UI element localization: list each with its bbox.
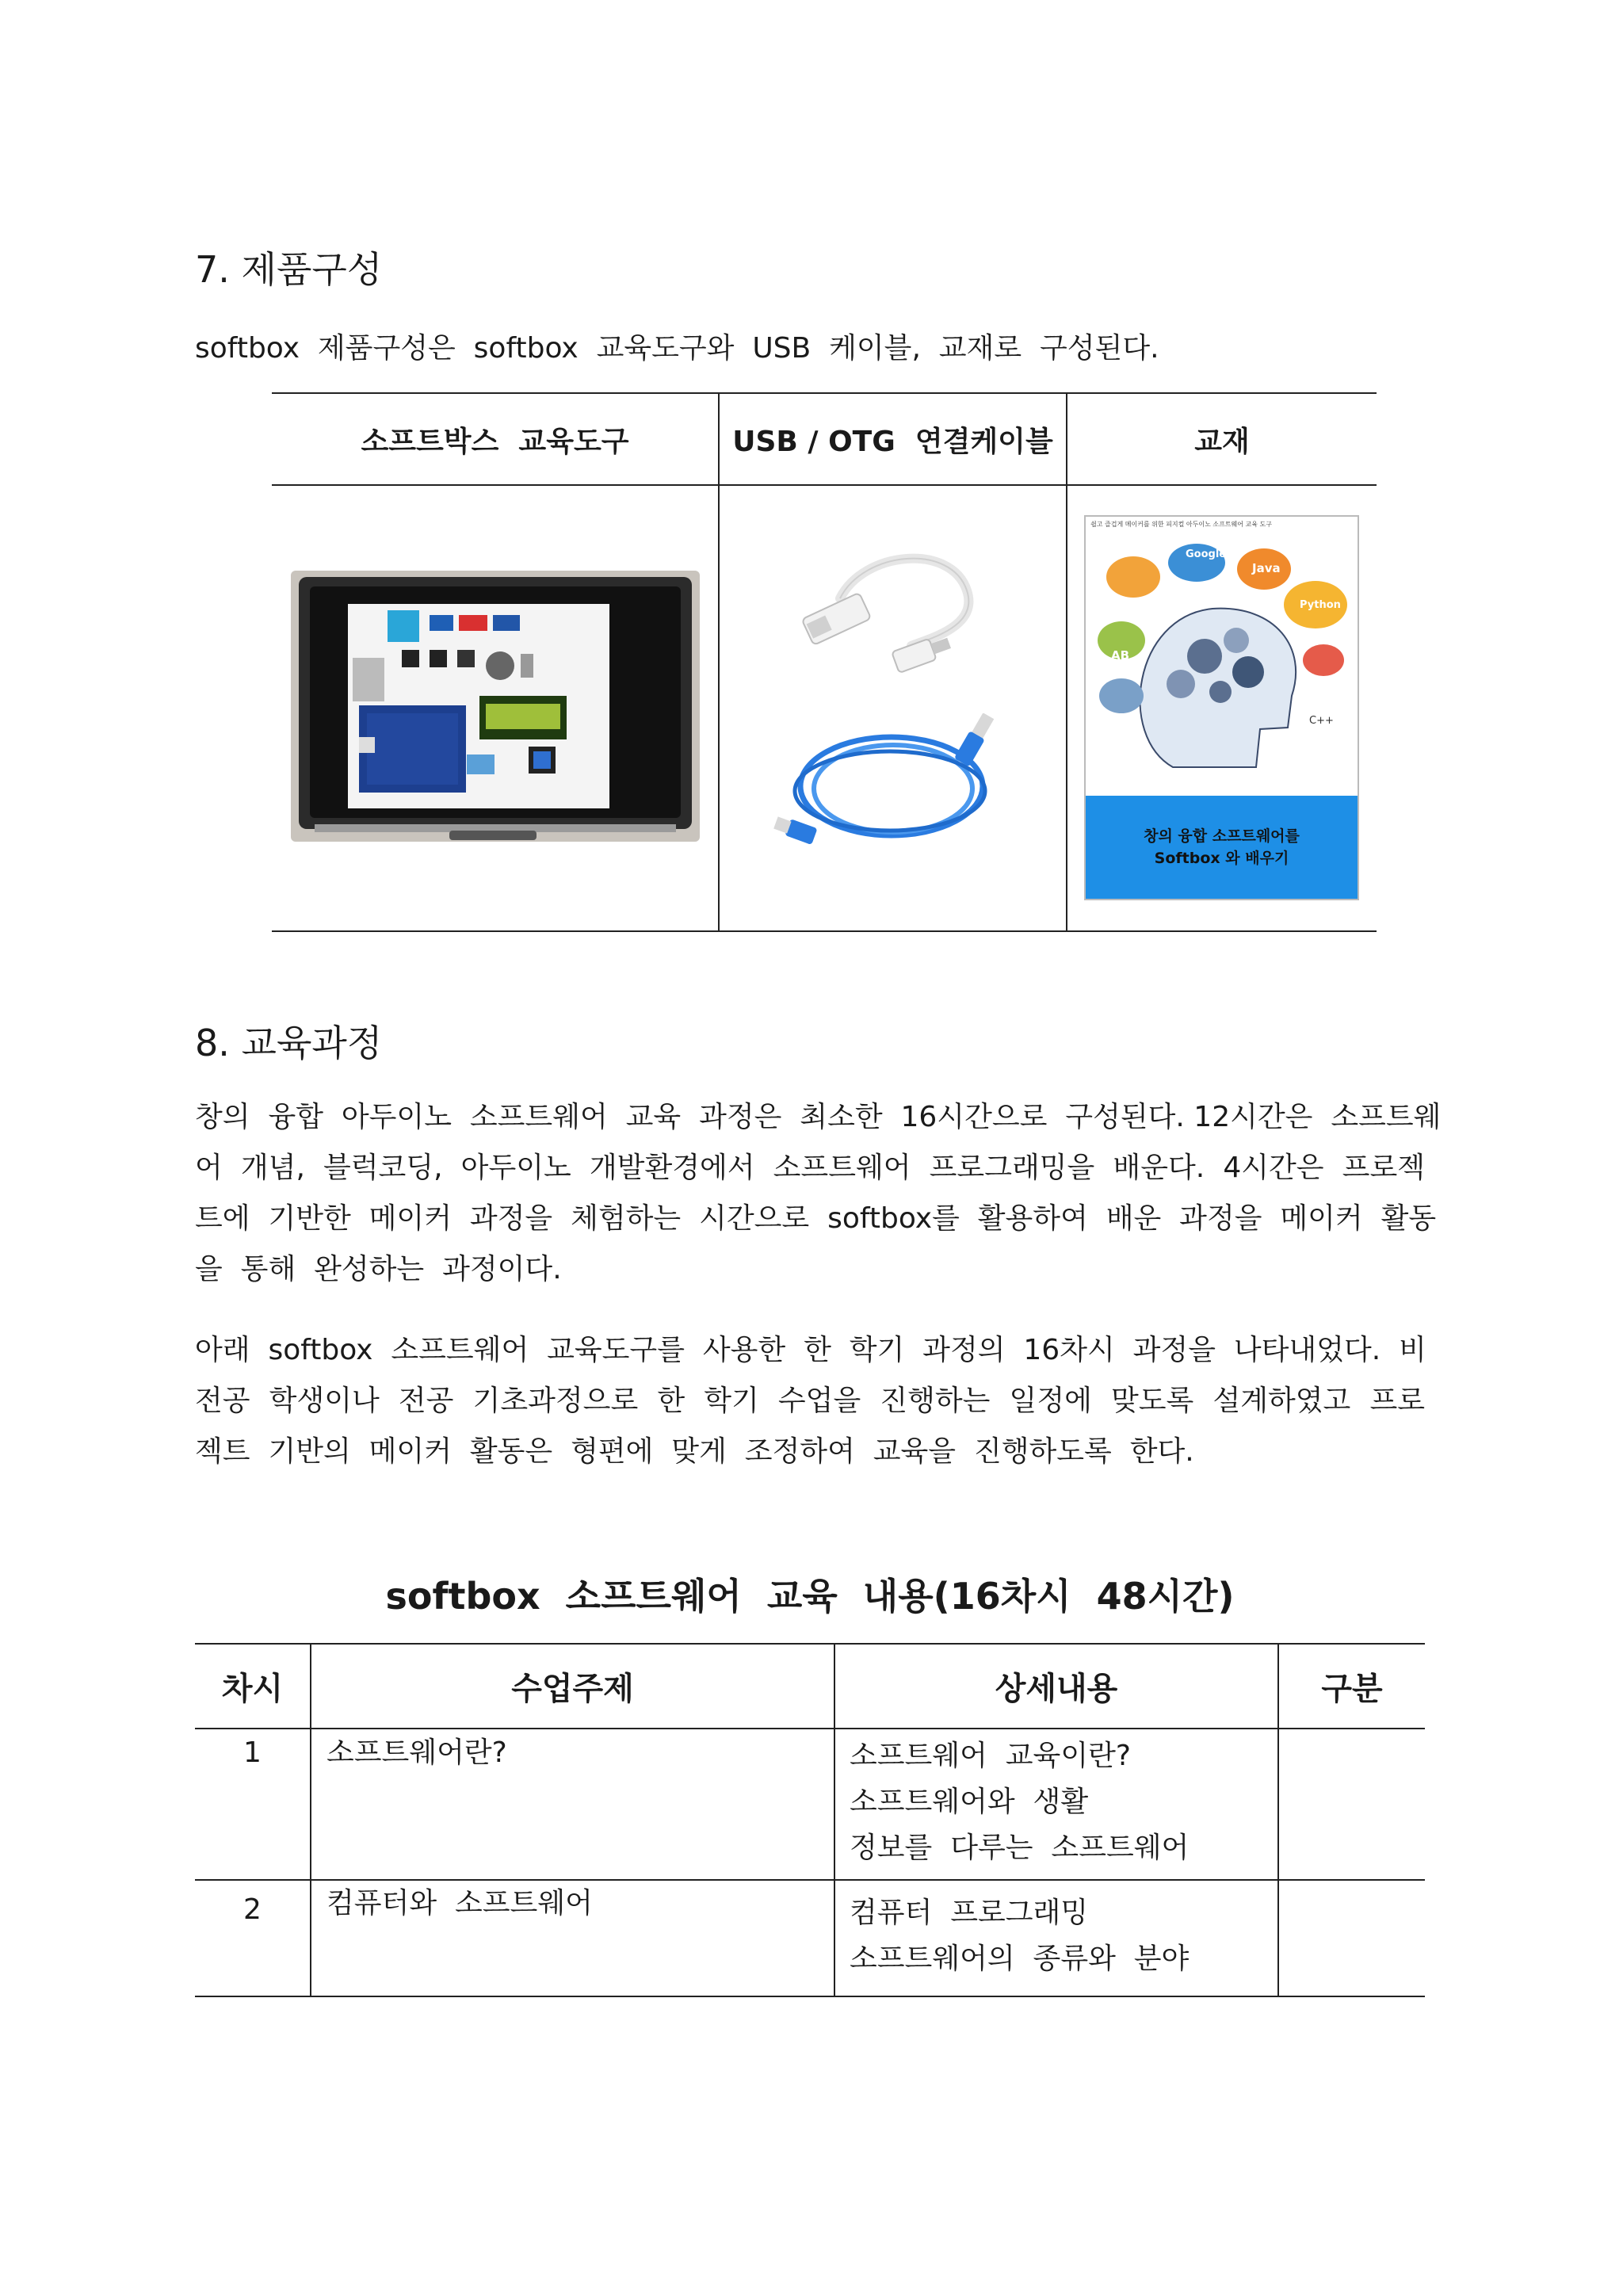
- product-header-tool: 소프트박스 교육도구: [361, 425, 629, 458]
- book-title-band: [1086, 796, 1358, 899]
- schedule-header-topic: 수업주제: [511, 1671, 634, 1707]
- schedule-header-session: 차시: [221, 1671, 284, 1707]
- product-header-book: 교재: [1194, 425, 1250, 458]
- book-title-line2: Softbox 와 배우기: [1154, 850, 1289, 867]
- para1-line: 어 개념, 블럭코딩, 아두이노 개발환경에서 소프트웨어 프로그래밍을 배운다. 4시간은 프로젝: [195, 1152, 1425, 1184]
- row-2-detail: 소프트웨어의 종류와 분야: [850, 1943, 1190, 1975]
- section-8-heading: 8. 교육과정: [195, 1022, 383, 1064]
- otg-cable-image: [792, 543, 999, 678]
- para2-line: 아래 softbox 소프트웨어 교육도구를 사용한 한 학기 과정의 16차시 과정을 나타내었다. 비: [195, 1334, 1426, 1366]
- row-1-detail: 소프트웨어와 생활: [850, 1786, 1089, 1818]
- softbox-case-image: [291, 571, 700, 842]
- schedule-title: softbox 소프트웨어 교육 내용(16차시 48시간): [385, 1575, 1235, 1618]
- section-8-paragraph-2: [195, 1325, 1425, 1477]
- para1-line: 창의 융합 아두이노 소프트웨어 교육 과정은 최소한 16시간으로 구성된다. 12시간은 소프트웨: [195, 1101, 1442, 1133]
- row-2-number: 2: [243, 1893, 262, 1926]
- para2-line: 전공 학생이나 전공 기초과정으로 한 학기 수업을 진행하는 일정에 맞도록 설계하였고 프로: [195, 1385, 1425, 1417]
- section-7-heading: 7. 제품구성: [195, 248, 383, 291]
- bubble-ab: AB: [1111, 648, 1130, 663]
- section-8-paragraph-1: [195, 1092, 1442, 1295]
- schedule-header-category: 구분: [1321, 1671, 1383, 1707]
- row-1-topic: 소프트웨어란?: [327, 1736, 507, 1769]
- row-1-detail: 소프트웨어 교육이란?: [850, 1740, 1131, 1772]
- row-2-detail: 컴퓨터 프로그래밍: [850, 1897, 1089, 1929]
- para2-line: 젝트 기반의 메이커 활동은 형편에 맞게 조정하여 교육을 진행하도록 한다.: [195, 1435, 1194, 1468]
- row-2-topic: 컴퓨터와 소프트웨어: [327, 1887, 593, 1920]
- bubble-python: Python: [1300, 599, 1341, 611]
- para1-line: 트에 기반한 메이커 과정을 체험하는 시간으로 softbox를 활용하여 배운 과정을 메이커 활동: [195, 1202, 1437, 1235]
- usb-cable-image: [773, 713, 1010, 856]
- bubble-cpp: C++: [1309, 715, 1334, 727]
- para1-line: 을 통해 완성하는 과정이다.: [195, 1253, 562, 1286]
- book-top-text: 쉽고 즐겁게 메이커를 위한 피지컬 아두이노 소프트웨어 교육 도구: [1090, 521, 1272, 528]
- schedule-table: [195, 1643, 1425, 1997]
- book-title-line1: 창의 융합 소프트웨어를: [1144, 827, 1300, 845]
- product-header-cable: USB / OTG 연결케이블: [732, 425, 1053, 458]
- bubble-google: Google: [1186, 548, 1227, 560]
- bubble-java: Java: [1252, 561, 1281, 575]
- textbook-cover-image: [1084, 515, 1359, 900]
- row-1-number: 1: [243, 1736, 262, 1769]
- row-1-detail: 정보를 다루는 소프트웨어: [850, 1832, 1190, 1864]
- section-7-intro: softbox 제품구성은 softbox 교육도구와 USB 케이블, 교재로 구성된다.: [195, 332, 1159, 365]
- schedule-header-details: 상세내용: [995, 1671, 1118, 1707]
